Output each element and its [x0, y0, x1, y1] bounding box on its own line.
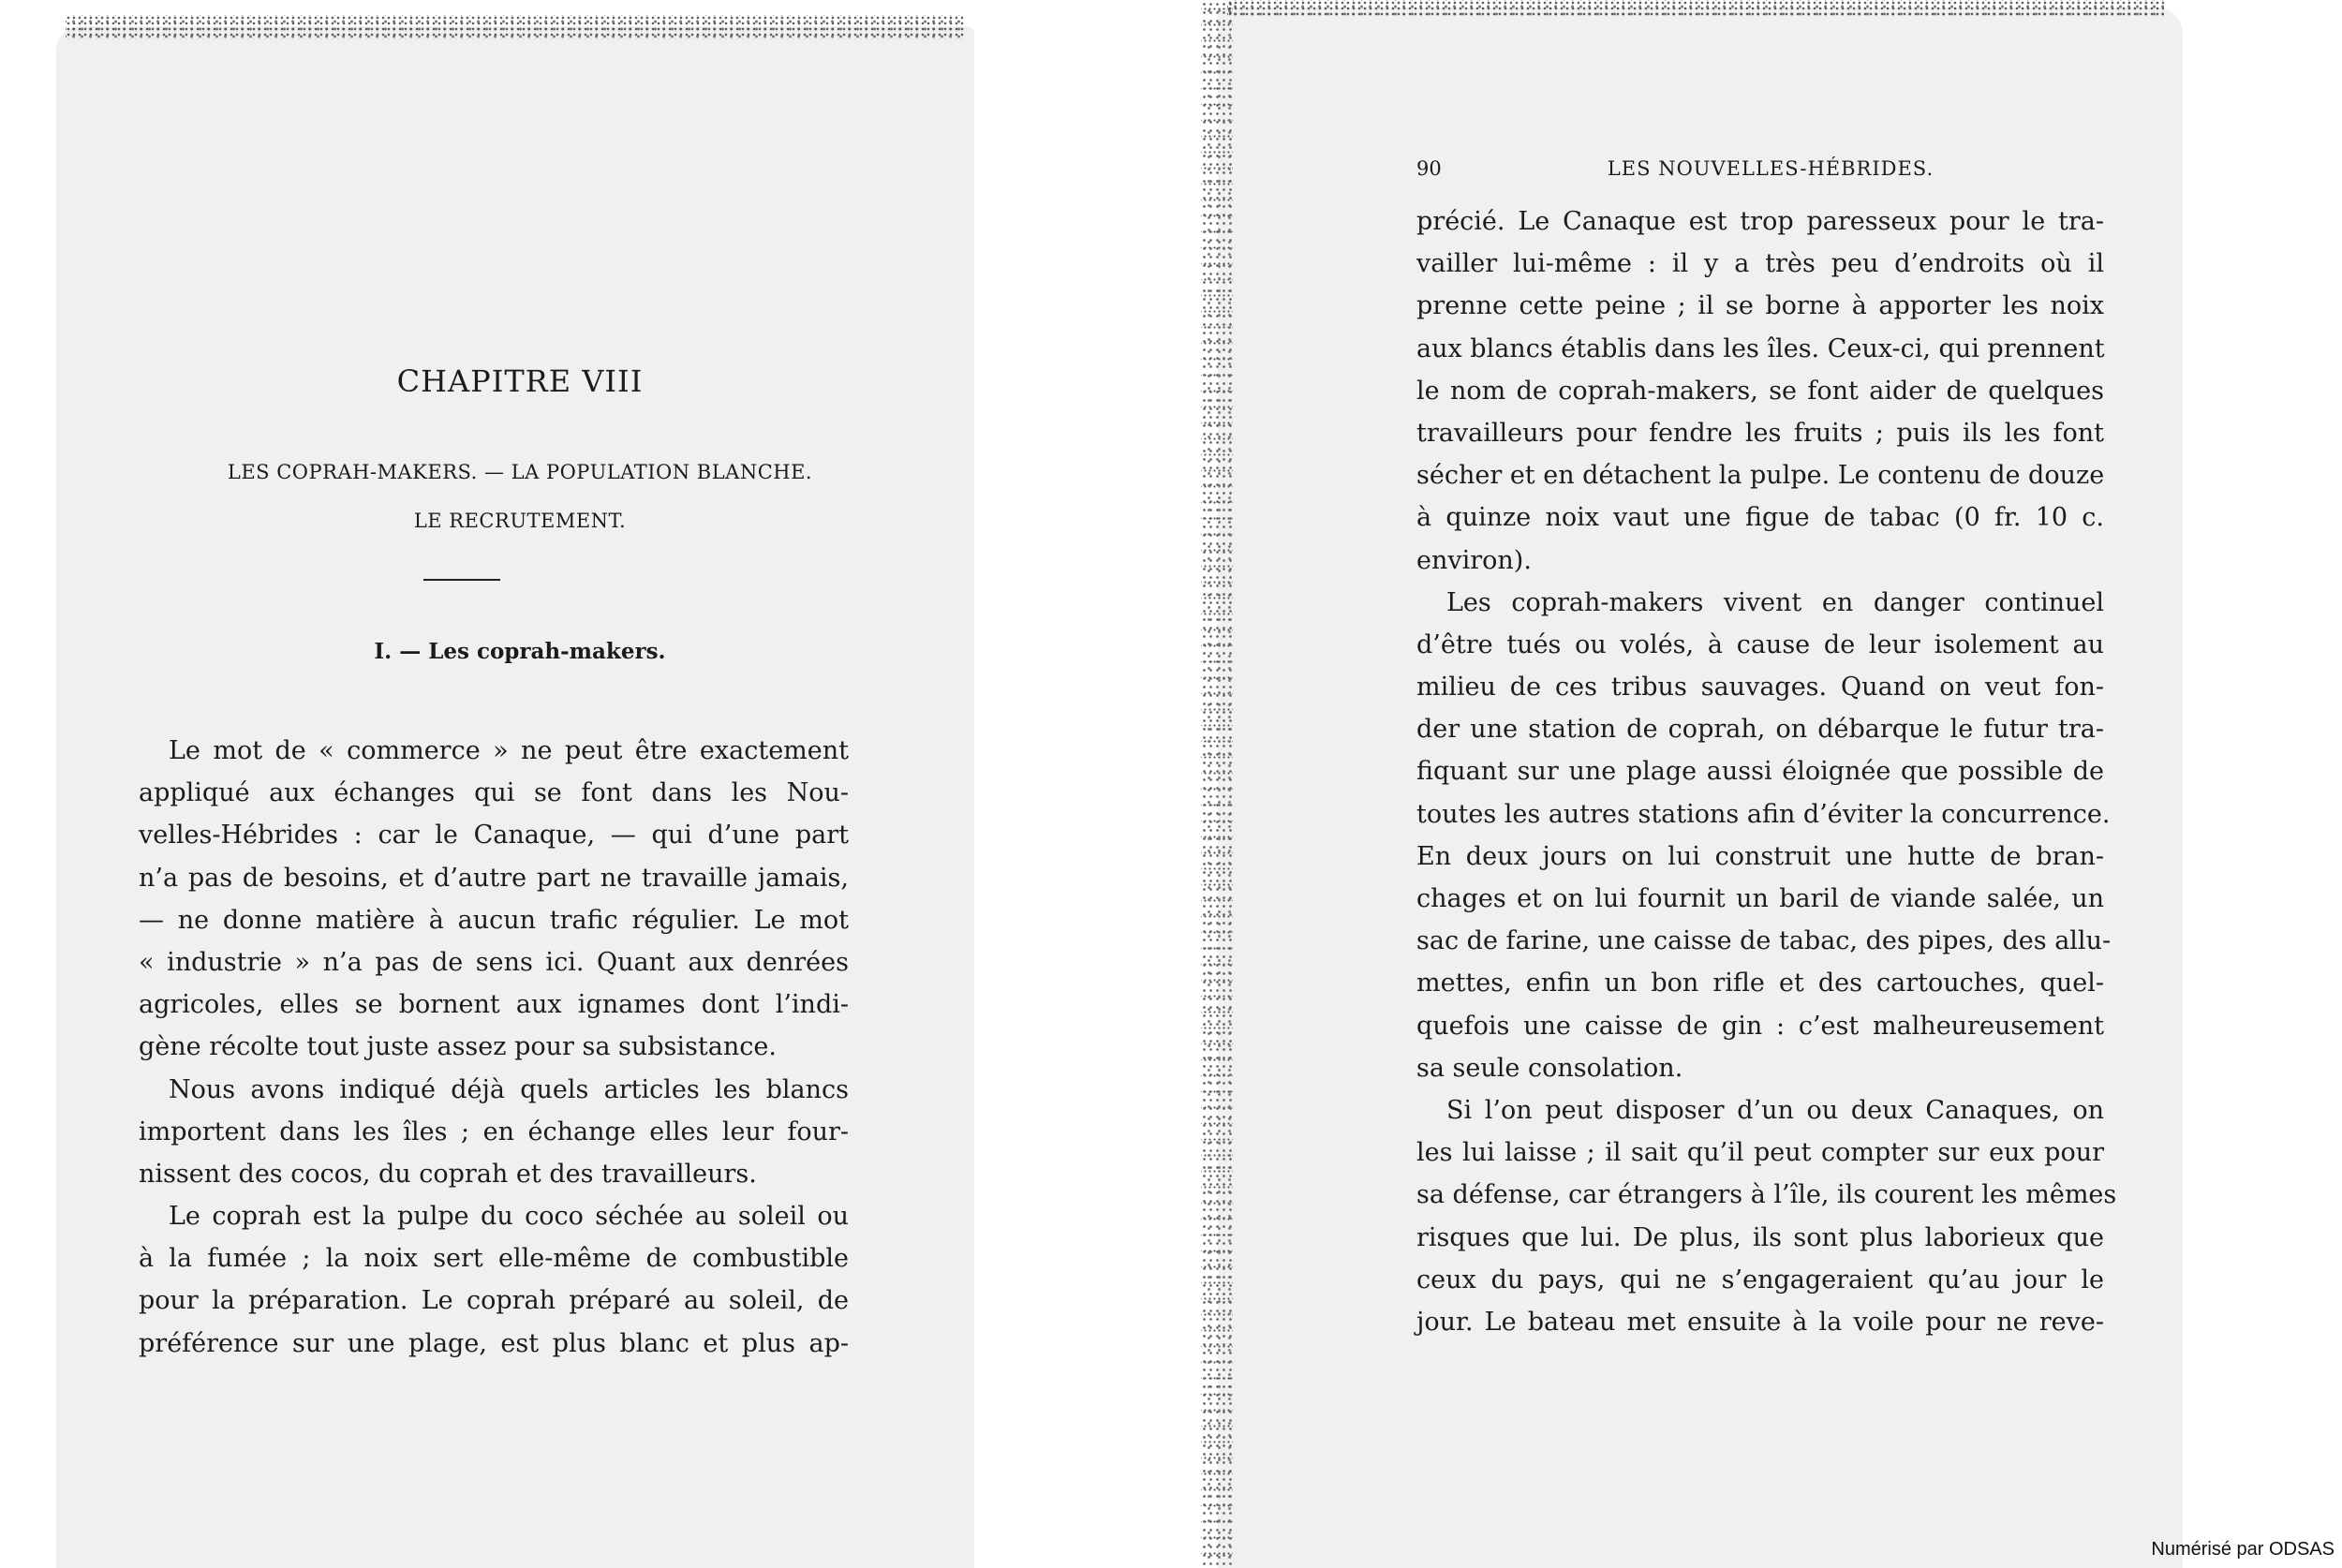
running-title: LES NOUVELLES-HÉBRIDES. — [1607, 157, 1934, 180]
text-line: d’être tués ou volés, à cause de leur isolement au — [1416, 629, 2104, 659]
text-line: Si l’on peut disposer d’un ou deux Canaques, on — [1446, 1095, 2104, 1125]
text-line: travailleurs pour fendre les fruits ; puis ils les font — [1416, 418, 2104, 448]
text-line: der une station de coprah, on débarque le futur tra- — [1416, 715, 2104, 745]
text-line: Le mot de « commerce » ne peut être exactement — [169, 736, 849, 765]
text-line: fiquant sur une plage aussi éloignée que possible de — [1416, 757, 2104, 787]
text-line: risques que lui. De plus, ils sont plus laborieux que — [1416, 1222, 2104, 1252]
chapter-subtitle-line-2: LE RECRUTEMENT. — [413, 510, 627, 532]
text-line: sac de farine, une caisse de tabac, des pipes, des allu- — [1416, 926, 2112, 956]
page-number: 90 — [1416, 157, 1442, 180]
text-line: à quinze noix vaut une figue de tabac (0 fr. 10 c. — [1416, 503, 2104, 533]
text-line: chages et on lui fournit un baril de viande salée, un — [1416, 884, 2104, 913]
right-page-top-edge — [1227, 0, 2164, 17]
chapter-subtitle — [159, 448, 881, 545]
text-line: nissent des cocos, du coprah et des travailleurs. — [139, 1159, 757, 1189]
digitization-credit: Numérisé par ODSAS — [2151, 1539, 2335, 1560]
text-line: velles-Hébrides : car le Canaque, — qui d’une part — [139, 821, 849, 851]
text-line: — ne donne matière à aucun trafic régulier. Le mot — [139, 905, 849, 935]
text-line: appliqué aux échanges qui se font dans les Nou- — [139, 778, 849, 808]
text-line: précié. Le Canaque est trop paresseux pour le tra- — [1416, 207, 2104, 236]
gutter-scan-edge — [1201, 0, 1233, 1568]
text-line: les lui laisse ; il sait qu’il peut compter sur eux pour — [1416, 1138, 2104, 1168]
text-line: à la fumée ; la noix sert elle-même de combustible — [139, 1244, 849, 1274]
chapter-title: CHAPITRE VIII — [396, 363, 644, 399]
section-heading: I. — Les coprah-makers. — [374, 639, 666, 664]
text-line: toutes les autres stations afin d’éviter la concurrence. — [1416, 799, 2111, 829]
text-line: gène récolte tout juste assez pour sa subsistance. — [139, 1032, 777, 1062]
section-divider — [423, 579, 500, 581]
text-line: agricoles, elles se bornent aux ignames dont l’indi- — [139, 990, 849, 1020]
text-line: pour la préparation. Le coprah préparé au soleil, de — [139, 1286, 849, 1316]
text-line: aux blancs établis dans les îles. Ceux-ci, qui prennent — [1416, 333, 2105, 363]
left-body-text — [139, 730, 849, 1365]
text-line: importent dans les îles ; en échange elles leur four- — [139, 1117, 849, 1146]
chapter-subtitle-line-1: LES COPRAH-MAKERS. — LA POPULATION BLANCHE. — [227, 461, 813, 483]
text-line: Nous avons indiqué déjà quels articles les blancs — [169, 1074, 849, 1104]
text-line: mettes, enfin un bon rifle et des cartouches, quel- — [1416, 969, 2104, 998]
text-line: sa défense, car étrangers à l’île, ils courent les mêmes — [1416, 1180, 2117, 1210]
text-line: prenne cette peine ; il se borne à apporter les noix — [1416, 291, 2104, 321]
text-line: ceux du pays, qui ne s’engageraient qu’au jour le — [1416, 1265, 2104, 1294]
left-page — [56, 26, 974, 1568]
text-line: jour. Le bateau met ensuite à la voile pour ne reve- — [1416, 1307, 2104, 1337]
text-line: sécher et en détachent la pulpe. Le contenu de douze — [1416, 461, 2105, 491]
text-line: n’a pas de besoins, et d’autre part ne travaille jamais, — [139, 863, 849, 893]
right-body-text — [1416, 200, 2117, 1343]
text-line: vailler lui-même : il y a très peu d’endroits où il — [1416, 249, 2104, 279]
text-line: En deux jours on lui construit une hutte de bran- — [1416, 841, 2104, 871]
text-line: le nom de coprah-makers, se font aider de quelques — [1416, 376, 2104, 406]
text-line: « industrie » n’a pas de sens ici. Quant aux denrées — [139, 947, 849, 977]
text-line: environ). — [1416, 545, 1532, 575]
text-line: quefois une caisse de gin : c’est malheureusement — [1416, 1011, 2104, 1041]
left-page-top-edge — [66, 15, 965, 39]
text-line: Les coprah-makers vivent en danger continuel — [1446, 587, 2104, 617]
text-line: milieu de ces tribus sauvages. Quand on veut fon- — [1416, 673, 2104, 703]
text-line: sa seule consolation. — [1416, 1053, 1683, 1083]
text-line: Le coprah est la pulpe du coco séchée au soleil ou — [169, 1202, 849, 1232]
text-line: préférence sur une plage, est plus blanc et plus ap- — [139, 1328, 849, 1358]
right-page — [1218, 7, 2183, 1568]
